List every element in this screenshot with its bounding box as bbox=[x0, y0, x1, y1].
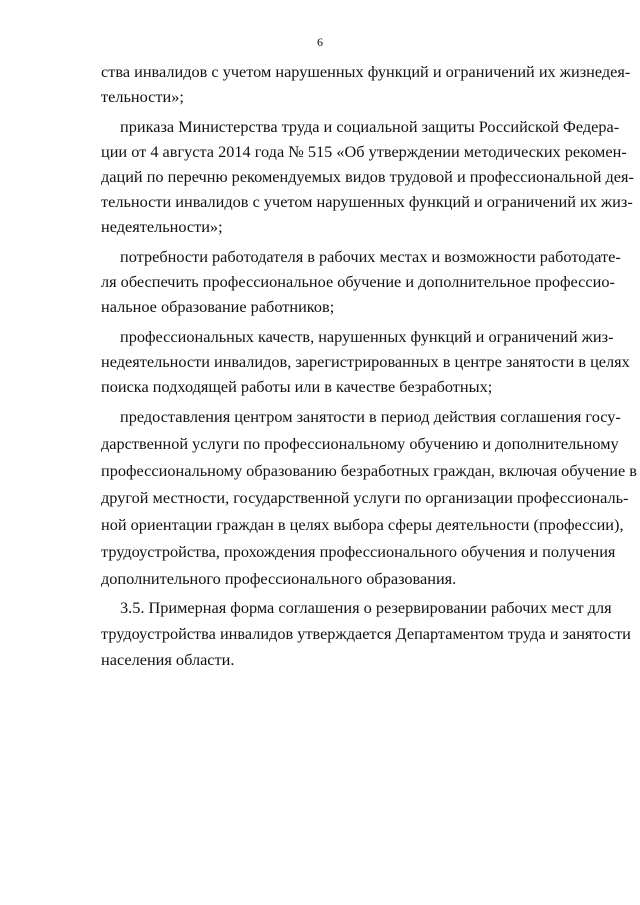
text-line: дарственной услуги по профессиональному обучению и дополнительному bbox=[101, 434, 619, 453]
text-line: ной ориентации граждан в целях выбора сферы деятельности (профессии), bbox=[101, 515, 624, 534]
text-line: трудоустройства инвалидов утверждается Департаментом труда и занятости bbox=[101, 624, 631, 643]
text-line: недеятельности инвалидов, зарегистрированных в центре занятости в целях bbox=[101, 352, 630, 371]
text-line: населения области. bbox=[101, 650, 235, 669]
text-line: потребности работодателя в рабочих местах и возможности работодате- bbox=[120, 247, 621, 266]
text-line: трудоустройства, прохождения профессионального обучения и получения bbox=[101, 542, 616, 561]
text-line: недеятельности»; bbox=[101, 217, 223, 236]
text-line: ции от 4 августа 2014 года № 515 «Об утверждении методических рекомен- bbox=[101, 142, 627, 161]
text-line: ля обеспечить профессиональное обучение и дополнительное профессио- bbox=[101, 272, 615, 291]
text-line: поиска подходящей работы или в качестве безработных; bbox=[101, 377, 493, 396]
text-line: профессиональному образованию безработных граждан, включая обучение в bbox=[101, 461, 637, 480]
text-line: нальное образование работников; bbox=[101, 297, 335, 316]
page-number: 6 bbox=[317, 35, 323, 49]
text-line: предоставления центром занятости в период действия соглашения госу- bbox=[120, 407, 621, 426]
text-line: тельности инвалидов с учетом нарушенных функций и ограничений их жиз- bbox=[101, 192, 633, 211]
text-line: 3.5. Примерная форма соглашения о резервировании рабочих мест для bbox=[120, 598, 612, 617]
text-line: дополнительного профессионального образования. bbox=[101, 569, 457, 588]
text-line: даций по перечню рекомендуемых видов трудовой и профессиональной дея- bbox=[101, 167, 634, 186]
text-line: профессиональных качеств, нарушенных функций и ограничений жиз- bbox=[120, 327, 614, 346]
text-line: другой местности, государственной услуги по организации профессиональ- bbox=[101, 488, 629, 507]
text-line: тельности»; bbox=[101, 87, 184, 106]
text-line: приказа Министерства труда и социальной защиты Российской Федера- bbox=[120, 117, 620, 136]
text-line: ства инвалидов с учетом нарушенных функций и ограничений их жизнедея- bbox=[101, 62, 631, 81]
